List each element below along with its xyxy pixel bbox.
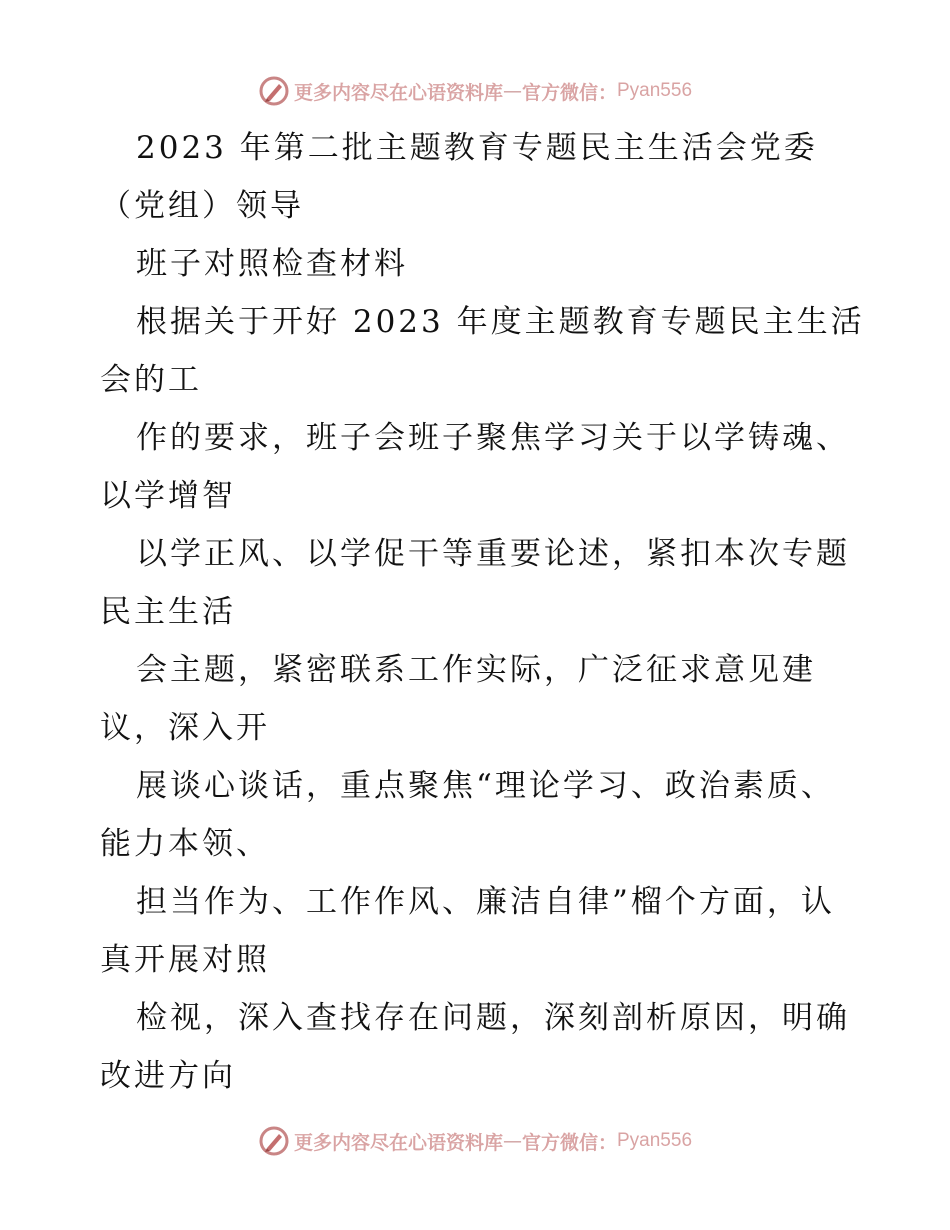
paragraph-line: 会主题，紧密联系工作实际，广泛征求意见建 [136, 652, 816, 688]
pen-circle-logo-icon [258, 1125, 290, 1157]
watermark-contact-text: 官方微信： [521, 81, 617, 104]
document-title-line-1: 2023 年第二批主题教育专题民主生活会党委 [136, 130, 818, 166]
footer-watermark [0, 1121, 950, 1161]
watermark-contact-id: Pyan556 [617, 80, 693, 101]
header-watermark [0, 71, 950, 111]
paragraph-line: 真开展对照 [100, 942, 270, 978]
paragraph-line: 根据关于开好 2023 年度主题教育专题民主生活 [136, 304, 865, 340]
paragraph-line: 改进方向 [100, 1058, 236, 1094]
watermark-brand-text: 更多内容尽在心语资料库 [293, 1131, 503, 1154]
pen-circle-logo-icon [258, 75, 290, 107]
paragraph-line: 民主生活 [100, 594, 236, 630]
paragraph-line: 议，深入开 [100, 710, 270, 746]
document-title-line-2: （党组）领导 [100, 188, 304, 224]
watermark-brand-text: 更多内容尽在心语资料库 [293, 81, 503, 104]
watermark-contact-text: 官方微信： [521, 1131, 617, 1154]
paragraph-line: 以学增智 [100, 478, 236, 514]
watermark-separator: — [502, 1130, 522, 1152]
paragraph-line: 作的要求，班子会班子聚焦学习关于以学铸魂、 [136, 420, 850, 456]
paragraph-line: 展谈心谈话，重点聚焦“理论学习、政治素质、 [136, 768, 835, 804]
paragraph-line: 检视，深入查找存在问题，深刻剖析原因，明确 [136, 1000, 850, 1036]
watermark-contact-id: Pyan556 [617, 1130, 693, 1151]
document-title-line-3: 班子对照检查材料 [136, 246, 408, 282]
paragraph-line: 以学正风、以学促干等重要论述，紧扣本次专题 [136, 536, 850, 572]
paragraph-line: 担当作为、工作作风、廉洁自律”榴个方面，认 [136, 884, 835, 920]
watermark-separator: — [502, 80, 522, 102]
paragraph-line: 能力本领、 [100, 826, 270, 862]
paragraph-line: 会的工 [100, 362, 202, 398]
